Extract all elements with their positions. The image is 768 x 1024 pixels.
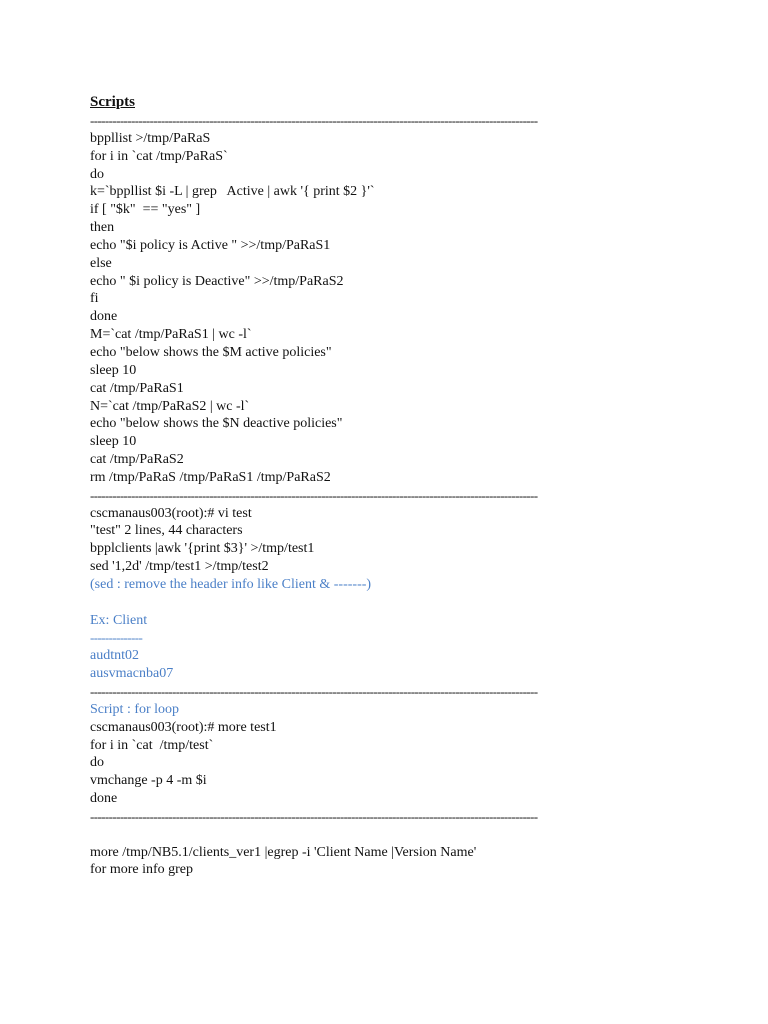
code-line: vmchange -p 4 -m $i [90,773,207,789]
code-line: for i in `cat /tmp/test` [90,737,214,753]
script-block-policies [90,130,635,487]
separator-line: ------------------------------------------------------------------------------------------------------------------------ [90,808,538,824]
code-line: N=`cat /tmp/PaRaS2 | wc -l` [90,398,250,414]
code-line: do [90,755,104,771]
code-line: else [90,255,112,271]
example-separator: -------------- [90,630,143,646]
code-line: bpplclients |awk '{print $3}' >/tmp/test1 [90,541,315,557]
code-line: rm /tmp/PaRaS /tmp/PaRaS1 /tmp/PaRaS2 [90,469,331,485]
blank-line [90,594,635,612]
code-line: sed '1,2d' /tmp/test1 >/tmp/test2 [90,559,269,575]
code-line: cat /tmp/PaRaS1 [90,380,184,396]
document-body [90,93,635,879]
code-line: echo " $i policy is Deactive" >>/tmp/PaRaS2 [90,273,344,289]
example-row: ausvmacnba07 [90,666,174,682]
code-line: echo "below shows the $M active policies" [90,344,332,360]
code-line: bppllist >/tmp/PaRaS [90,130,211,146]
section-heading: Script : for loop [90,701,180,717]
code-line: echo "below shows the $N deactive policies" [90,416,343,432]
code-line: cscmanaus003(root):# vi test [90,505,252,521]
blank-line [90,826,635,844]
code-line: sleep 10 [90,362,137,378]
separator-line: ------------------------------------------------------------------------------------------------------------------------ [90,113,538,128]
code-line: for more info grep [90,862,194,878]
code-line: M=`cat /tmp/PaRaS1 | wc -l` [90,327,252,343]
code-line: for i in `cat /tmp/PaRaS` [90,148,228,164]
code-line: sleep 10 [90,434,137,450]
code-line: more /tmp/NB5.1/clients_ver1 |egrep -i 'Client Name |Version Name' [90,844,477,860]
code-line: k=`bppllist $i -L | grep Active | awk '{ print $2 }'` [90,184,375,200]
code-line: "test" 2 lines, 44 characters [90,523,243,539]
separator-line: ------------------------------------------------------------------------------------------------------------------------ [90,684,538,699]
code-line: cat /tmp/PaRaS2 [90,452,184,468]
code-line: done [90,309,118,325]
code-line: then [90,220,115,236]
code-line: done [90,791,118,807]
code-line: if [ "$k" == "yes" ] [90,202,201,218]
script-block-grep [90,844,635,880]
separator-line: ------------------------------------------------------------------------------------------------------------------------ [90,487,538,503]
script-block-for-loop [90,701,635,808]
code-line: cscmanaus003(root):# more test1 [90,719,277,735]
code-line: do [90,166,104,182]
script-block-clients [90,505,635,683]
code-line: echo "$i policy is Active " >>/tmp/PaRaS1 [90,237,331,253]
code-line: fi [90,291,99,307]
page-title: Scripts [90,94,135,110]
example-row: audtnt02 [90,648,139,664]
example-label: Ex: Client [90,612,148,628]
sed-note: (sed : remove the header info like Client & -------) [90,576,372,592]
